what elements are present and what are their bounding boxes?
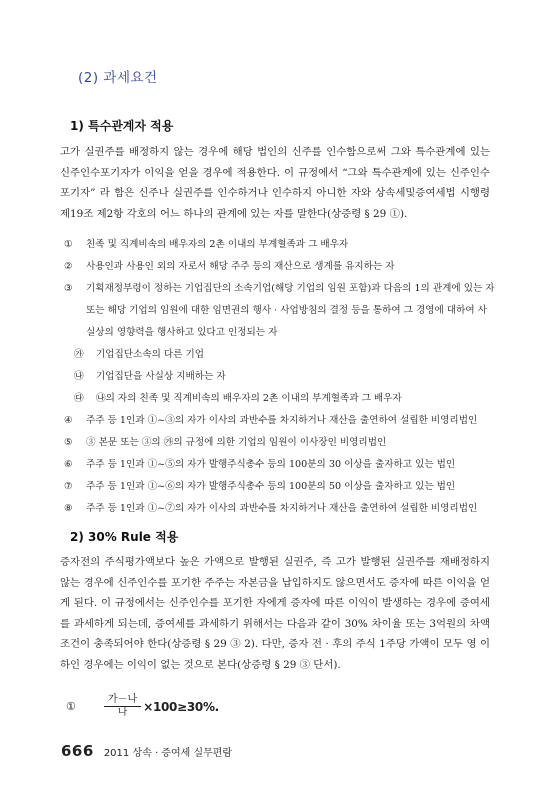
list-item (60, 256, 496, 278)
rule-paragraph: 증자전의 주식평가액보다 높은 가액으로 발행된 실권주, 즉 고가 발행된 실권주를 재배정하지 않는 경우에 신주인수를 포기한 주주는 자본금을 납입하지도 않으면서도 증자에 따른 이익을 얻게 된다. 이 규정에서는 신주인수를 포기한 자에게 증자에 따른 이익이 발생하는 경우에 증여세를 과세하게 되는데, 증여세를 과세하기 위해서는 다음과 같이 30% 차이율 또는 3억원의 차액 조건이 충족되어야 한다(상증령 § 29 ③ 2). 다만, 증자 전 · 후의 주식 1주당 가액이 모두 영 이하인 경우에는 이익이 없는 것으로 본다(상증령 § 29 ③ 단서). (60, 556, 490, 671)
formula-rest: ×100≥30%. (143, 699, 219, 714)
list-item-marker: ② (64, 261, 73, 272)
list-item-marker: ㉮ (74, 349, 84, 360)
list-item-text: 기업집단소속의 다른 기업 (96, 349, 205, 360)
sub-list-item (60, 344, 496, 366)
threshold-formula (66, 694, 219, 719)
list-item-text: ③ 본문 또는 ③의 ㉮의 규정에 의한 기업의 임원이 이사장인 비영리법인 (86, 437, 387, 448)
list-item-text: 기획재정부령이 정하는 기업집단의 소속기업(해당 기업의 임원 포함)과 다음의 1의 관계에 있는 자 또는 해당 기업의 임원에 대한 임면권의 행사 · 사업방침의 결정 등을 통하여 그 경영에 대하여 사실상의 영향력을 행사하고 있다고 인정되는 자 (86, 283, 495, 338)
subsection-title-related-party: 1) 특수관계자 적용 (70, 119, 174, 133)
related-party-paragraph: 고가 실권주를 배정하지 않는 경우에 해당 법인의 신주를 인수함으로써 그와 특수관계에 있는 신주인수포기자가 이익을 얻을 경우에 적용한다. 이 규정에서 “그와 특수관계에 있는 신주인수포기자” 라 함은 신주나 실권주를 인수하거나 인수하지 아니한 자와 상속세및증여세법 시행령 제19조 제2항 각호의 어느 하나의 관계에 있는 자를 말한다(상증령 § 29 ①). (60, 146, 490, 220)
list-item-marker: ③ (64, 283, 73, 294)
related-party-list (60, 234, 496, 520)
list-item-marker: ① (64, 239, 73, 250)
list-item (60, 432, 496, 454)
list-item-text: ㉯의 자의 친족 및 직계비속의 배우자의 2촌 이내의 부계혈족과 그 배우자 (96, 393, 402, 404)
list-item-text: 주주 등 1인과 ①~⑦의 자가 이사의 과반수를 차지하거나 재산을 출연하여 설립한 비영리법인 (86, 503, 478, 514)
list-item (60, 410, 496, 432)
sub-list-item (60, 366, 496, 388)
list-item (60, 476, 496, 498)
list-item (60, 278, 496, 344)
list-item-text: 주주 등 1인과 ①~⑥의 자가 발행주식총수 등의 100분의 50 이상을 출자하고 있는 법인 (86, 481, 456, 492)
footer-text: 2011 상속 · 증여세 실무편람 (103, 748, 233, 759)
formula-denominator: 나 (117, 707, 128, 718)
list-item (60, 498, 496, 520)
list-item-marker: ㉯ (74, 371, 84, 382)
page-number: 666 (61, 742, 94, 760)
list-item-text: 기업집단을 사실상 지배하는 자 (96, 371, 226, 382)
list-item-text: 사용인과 사용인 외의 자로서 해당 주주 등의 재산으로 생계를 유지하는 자 (86, 261, 395, 272)
formula-numerator: 가－나 (107, 694, 138, 705)
subsection-title-30-percent-rule: 2) 30% Rule 적용 (70, 530, 179, 544)
list-item-text: 주주 등 1인과 ①~③의 자가 이사의 과반수를 차지하거나 재산을 출연하여 설립한 비영리법인 (86, 415, 478, 426)
list-item-marker: ④ (64, 415, 73, 426)
list-item-marker: ⑦ (64, 481, 73, 492)
section-title: (2) 과세요건 (78, 70, 158, 86)
page-footer (61, 742, 232, 760)
formula-fraction (104, 694, 141, 719)
list-item-marker: ⑧ (64, 503, 73, 514)
sub-list-item (60, 388, 496, 410)
list-item (60, 234, 496, 256)
list-item-marker: ㉰ (74, 393, 84, 404)
list-item-marker: ⑤ (64, 437, 73, 448)
list-item-text: 주주 등 1인과 ①~⑤의 자가 발행주식총수 등의 100분의 30 이상을 출자하고 있는 법인 (86, 459, 456, 470)
list-item-text: 친족 및 직계비속의 배우자의 2촌 이내의 부계혈족과 그 배우자 (86, 239, 349, 250)
list-item (60, 454, 496, 476)
formula-marker: ① (66, 700, 76, 713)
list-item-marker: ⑥ (64, 459, 73, 470)
